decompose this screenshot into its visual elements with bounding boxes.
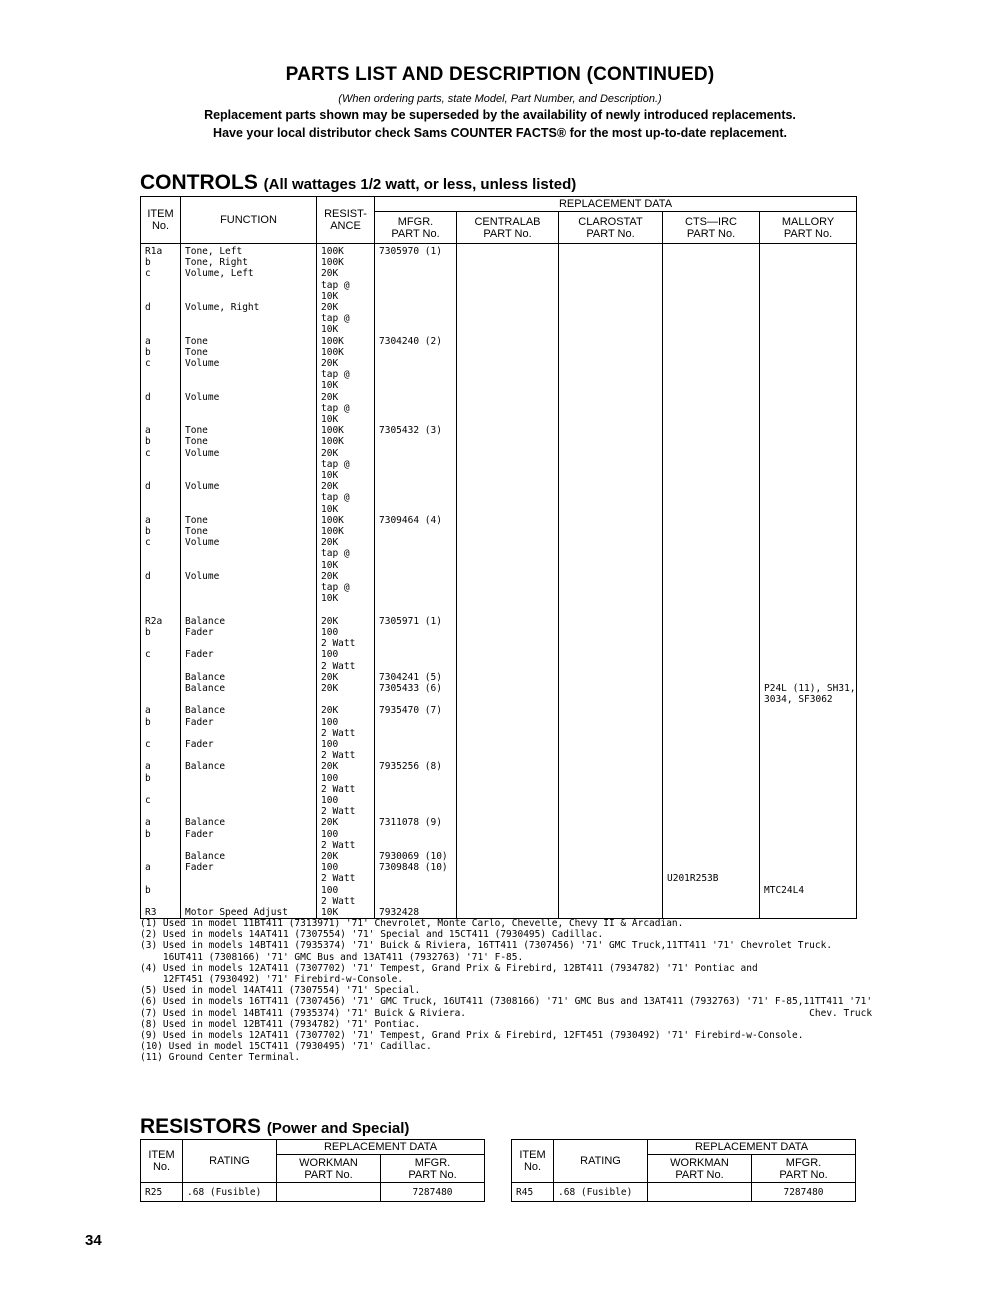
resistors-table-right — [511, 1139, 856, 1202]
res-header-replacement: REPLACEMENT DATA — [277, 1140, 485, 1155]
res-header-item: ITEM No. — [512, 1140, 554, 1183]
res-workman — [277, 1183, 381, 1202]
header-function: FUNCTION — [181, 197, 317, 244]
column-mfgr-part: 7305970 (1) 7304240 (2) 7305432 (3) 7309464 (4) 7305971 (1) 7304241 (5) 7305433 (6) 7935470 (7) 7935256 (8) 7311078 (9) 7930069 (10) 7309848 (10) 7932428 — [375, 244, 457, 919]
header-item-no: ITEM No. — [141, 197, 181, 244]
column-mallory-part: P24L (11), SH31, 3034, SF3062 MTC24L4 — [760, 244, 857, 919]
res-header-item: ITEM No. — [141, 1140, 183, 1183]
column-resistance: 100K 100K 20K tap @ 10K 20K tap @ 10K 100K 100K 20K tap @ 10K 20K tap @ 10K 100K 100K 20K tap @ 10K 20K tap @ 10K 100K 100K 20K tap @ 10K 20K tap @ 10K 20K 100 2 Watt 100 2 Watt 20K 20K 20K 100 2 Watt 100 2 Watt 20K 100 2 Watt 100 2 Watt 20K 100 2 Watt 20K 100 2 Watt 100 2 Watt 10K — [317, 244, 375, 919]
res-header-workman: WORKMAN PART No. — [277, 1155, 381, 1183]
res-item: R25 — [141, 1183, 183, 1202]
res-item: R45 — [512, 1183, 554, 1202]
counter-facts-note: Have your local distributor check Sams COUNTER FACTS® for the most up-to-date replacement. — [213, 126, 787, 140]
replacement-note: Replacement parts shown may be superseded by the availability of newly introduced replacements. — [204, 108, 796, 122]
column-cts-irc-part: U201R253B — [663, 244, 760, 919]
column-centralab-part — [457, 244, 559, 919]
column-clarostat-part — [559, 244, 663, 919]
res-header-replacement: REPLACEMENT DATA — [648, 1140, 856, 1155]
controls-footnotes: (1) Used in model 11BT411 (7313971) '71' Chevrolet, Monte Carlo, Chevelle, Chevy II & Arcadian. (2) Used in models 14AT411 (7307554) '71' Special and 15CT411 (7930495) Cadillac. (3) Used in models 14BT411 (7935374) '71' Buick & Riviera, 16TT411 (7307456) '71' GMC Truck,11TT411 '71' Chevrolet Truck. 16UT411 (7308166) '71' GMC Bus and 13AT411 (7932763) '71' F-85. (4) Used in models 12AT411 (7307702) '71' Tempest, Grand Prix & Firebird, 12BT411 (7934782) '71' Pontiac and 12FT451 (7930492) '71' Firebird-w-Console. (5) Used in model 14AT411 (7307554) '71' Special. (6) Used in models 16TT411 (7307456) '71' GMC Truck, 16UT411 (7308166) '71' GMC Bus and 13AT411 (7932763) '71' F-85,11TT411 '71' (7) Used in model 14BT411 (7935374) '71' Buick & Riviera. Chev. Truck (8) Used in model 12BT411 (7934782) '71' Pontiac. (9) Used in models 12AT411 (7307702) '71' Tempest, Grand Prix & Firebird, 12FT451 (7930492) '71' Firebird-w-Console. (10) Used in model 15CT411 (7930495) '71' Cadillac. (11) Ground Center Terminal. — [140, 918, 873, 1064]
column-functions: Tone, Left Tone, Right Volume, Left Volume, Right Tone Tone Volume Volume Tone Tone Volume Volume Tone Tone Volume Volume Balance Fader Fader Balance Balance Balance Fader Fader Balance Balance Fader Balance Fader Motor Speed Adjust — [181, 244, 317, 919]
controls-subtitle: (All wattages 1/2 watt, or less, unless listed) — [263, 176, 577, 193]
resistors-subtitle: (Power and Special) — [266, 1120, 410, 1137]
res-header-rating: RATING — [554, 1140, 648, 1183]
res-rating: .68 (Fusible) — [183, 1183, 277, 1202]
header-clarostat: CLAROSTAT PART No. — [559, 212, 663, 244]
res-mfgr: 7287480 — [381, 1183, 485, 1202]
res-header-workman: WORKMAN PART No. — [648, 1155, 752, 1183]
page-subtitle: (When ordering parts, state Model, Part Number, and Description.) — [338, 93, 662, 105]
res-header-mfgr: MFGR. PART No. — [752, 1155, 856, 1183]
controls-table — [140, 196, 857, 919]
resistors-heading — [140, 1115, 409, 1139]
res-header-mfgr: MFGR. PART No. — [381, 1155, 485, 1183]
page-number: 34 — [85, 1232, 102, 1249]
res-mfgr: 7287480 — [752, 1183, 856, 1202]
resistors-table-left — [140, 1139, 485, 1202]
column-item-numbers: R1a b c d a b c d a b c d a b c d R2a b c a b c a b c a b a b R3 — [141, 244, 181, 919]
res-header-rating: RATING — [183, 1140, 277, 1183]
header-replacement-data: REPLACEMENT DATA — [375, 197, 857, 212]
table-row — [141, 1183, 485, 1202]
controls-title: CONTROLS — [140, 171, 258, 194]
header-mfgr: MFGR. PART No. — [375, 212, 457, 244]
res-rating: .68 (Fusible) — [554, 1183, 648, 1202]
page-title: PARTS LIST AND DESCRIPTION (CONTINUED) — [285, 64, 715, 85]
controls-heading — [140, 171, 576, 195]
header-cts-irc: CTS—IRC PART No. — [663, 212, 760, 244]
header-resistance: RESIST- ANCE — [317, 197, 375, 244]
resistors-title: RESISTORS — [140, 1115, 261, 1138]
res-workman — [648, 1183, 752, 1202]
table-row — [512, 1183, 856, 1202]
header-mallory: MALLORY PART No. — [760, 212, 857, 244]
header-centralab: CENTRALAB PART No. — [457, 212, 559, 244]
